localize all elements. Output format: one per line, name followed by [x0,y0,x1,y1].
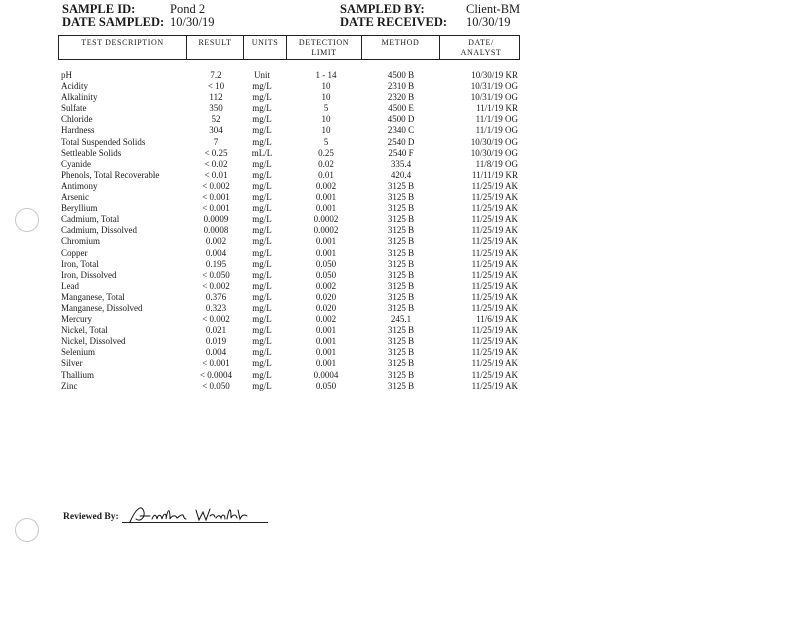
table-row [58,370,520,381]
sampled-by-value: Client-BM [466,2,521,16]
table-row [58,81,520,92]
cell-units: mg/L [252,336,272,347]
cell-method: 3125 B [387,225,415,236]
cell-test-description: Iron, Total [61,258,99,269]
cell-date-analyst: 11/6/19 AK [476,314,518,325]
col-test-description: TEST DESCRIPTION [81,38,164,47]
table-row [58,248,520,259]
cell-date-analyst: 10/30/19 OG [470,136,518,147]
cell-units: mg/L [252,180,272,191]
table-row [58,203,520,214]
cell-method: 3125 B [387,203,415,214]
cell-test-description: Thallium [61,369,94,380]
cell-units: mg/L [252,214,272,225]
cell-result: < 0.25 [204,147,228,158]
cell-detection-limit: 0.002 [315,180,337,191]
cell-test-description: Mercury [61,314,92,325]
cell-date-analyst: 11/25/19 AK [471,225,518,236]
cell-units: mg/L [252,269,272,280]
header-divider [519,35,520,60]
cell-method: 4500 D [387,114,415,125]
cell-result: 112 [209,92,223,103]
cell-detection-limit: 0.020 [315,291,337,302]
table-row [58,259,520,270]
cell-test-description: Chloride [61,114,93,125]
cell-method: 3125 B [387,280,415,291]
cell-detection-limit: 0.0002 [313,225,339,236]
cell-method: 3125 B [387,369,415,380]
cell-units: mg/L [252,236,272,247]
table-row [58,148,520,159]
date-sampled-value: 10/30/19 [170,15,215,29]
cell-units: mg/L [252,81,272,92]
cell-units: mg/L [252,125,272,136]
cell-test-description: Phenols, Total Recoverable [61,169,160,180]
cell-date-analyst: 11/1/19 KR [476,103,518,114]
cell-test-description: Manganese, Dissolved [61,302,143,313]
cell-method: 3125 B [387,380,415,391]
cell-date-analyst: 10/30/19 OG [470,147,518,158]
cell-result: 350 [209,103,223,114]
cell-test-description: Arsenic [61,192,89,203]
cell-detection-limit: 0.002 [315,314,337,325]
table-header [58,35,520,60]
cell-detection-limit: 0.001 [315,325,337,336]
cell-detection-limit: 0.001 [315,347,337,358]
table-row [58,303,520,314]
table-row [58,336,520,347]
cell-method: 420.4 [390,169,412,180]
cell-detection-limit: 0.0004 [313,369,339,380]
cell-test-description: Antimony [61,180,98,191]
table-row [58,381,520,392]
cell-result: 0.376 [205,291,227,302]
col-method: METHOD [381,38,420,47]
results-table [58,70,520,392]
cell-date-analyst: 11/25/19 AK [471,336,518,347]
cell-method: 2540 D [387,136,415,147]
header-bottom-border [58,59,520,60]
cell-date-analyst: 10/30/19 KR [471,70,518,80]
cell-date-analyst: 11/25/19 AK [471,203,518,214]
cell-test-description: Lead [61,280,79,291]
cell-test-description: Chromium [61,236,101,247]
cell-method: 3125 B [387,347,415,358]
cell-result: < 0.050 [202,380,230,391]
cell-result: 0.021 [205,325,227,336]
table-row [58,103,520,114]
header-top-border [58,35,520,36]
table-row [58,225,520,236]
cell-detection-limit: 0.0002 [313,214,339,225]
binder-hole [15,208,39,232]
cell-date-analyst: 11/11/19 KR [471,169,518,180]
table-row [58,192,520,203]
cell-result: 0.195 [205,258,227,269]
cell-method: 3125 B [387,358,415,369]
cell-result: < 0.001 [202,358,230,369]
cell-method: 3125 B [387,214,415,225]
cell-detection-limit: 0.25 [318,147,334,158]
cell-date-analyst: 10/31/19 OG [470,81,518,92]
cell-detection-limit: 0.050 [315,380,337,391]
table-row [58,292,520,303]
cell-date-analyst: 11/8/19 OG [475,158,518,169]
sample-id-value: Pond 2 [170,2,206,16]
cell-method: 3125 B [387,325,415,336]
cell-method: 3125 B [387,236,415,247]
cell-test-description: Copper [61,247,88,258]
cell-detection-limit: 0.050 [315,269,337,280]
cell-result: < 0.001 [202,203,230,214]
cell-detection-limit: 10 [321,92,331,103]
cell-date-analyst: 11/25/19 AK [471,269,518,280]
header-divider [439,35,440,60]
cell-units: mg/L [252,280,272,291]
cell-test-description: Nickel, Dissolved [61,336,126,347]
col-date-analyst: DATE/ ANALYST [460,38,502,57]
cell-detection-limit: 0.050 [315,258,337,269]
reviewer-signature [126,500,266,528]
cell-method: 3125 B [387,302,415,313]
cell-units: mL/L [251,147,273,158]
cell-test-description: Cadmium, Dissolved [61,225,137,236]
cell-units: mg/L [252,302,272,313]
table-row [58,114,520,125]
cell-test-description: pH [61,70,72,80]
table-row [58,358,520,369]
cell-method: 2340 C [387,125,415,136]
cell-units: Unit [253,70,270,80]
cell-units: mg/L [252,103,272,114]
cell-result: 0.019 [205,336,227,347]
cell-units: mg/L [252,225,272,236]
cell-result: < 0.02 [204,158,228,169]
cell-result: < 0.002 [202,314,230,325]
table-row [58,181,520,192]
cell-date-analyst: 11/25/19 AK [471,291,518,302]
cell-result: 7 [213,136,219,147]
cell-detection-limit: 10 [321,114,331,125]
cell-result: 52 [211,114,221,125]
cell-units: mg/L [252,158,272,169]
binder-hole [15,518,39,542]
cell-detection-limit: 0.001 [315,358,337,369]
cell-date-analyst: 10/31/19 OG [470,92,518,103]
col-units: UNITS [251,38,279,47]
cell-method: 245.1 [390,314,412,325]
table-row [58,92,520,103]
cell-units: mg/L [252,92,272,103]
cell-method: 4500 E [388,103,414,114]
cell-result: < 0.050 [202,269,230,280]
cell-units: mg/L [252,314,272,325]
sample-id-label: SAMPLE ID: [62,2,136,16]
cell-method: 3125 B [387,247,415,258]
table-row [58,214,520,225]
cell-test-description: Selenium [61,347,95,358]
cell-method: 3125 B [387,258,415,269]
date-received-value: 10/30/19 [466,15,511,29]
cell-date-analyst: 11/25/19 AK [471,258,518,269]
cell-units: mg/L [252,203,272,214]
col-detection-limit: DETECTION LIMIT [298,38,350,57]
cell-test-description: Nickel, Total [61,325,108,336]
cell-method: 335.4 [390,158,412,169]
cell-test-description: Hardness [61,125,95,136]
cell-date-analyst: 11/1/19 OG [475,114,518,125]
cell-units: mg/L [252,369,272,380]
cell-method: 3125 B [387,269,415,280]
cell-test-description: Zinc [61,380,78,391]
cell-test-description: Sulfate [61,103,87,114]
cell-detection-limit: 1 - 14 [315,70,337,80]
cell-units: mg/L [252,347,272,358]
cell-test-description: Silver [61,358,83,369]
cell-result: < 0.001 [202,192,230,203]
table-row [58,270,520,281]
cell-units: mg/L [252,192,272,203]
cell-date-analyst: 11/25/19 AK [471,369,518,380]
cell-test-description: Iron, Dissolved [61,269,117,280]
cell-detection-limit: 0.02 [318,158,334,169]
cell-method: 2310 B [387,81,415,92]
cell-detection-limit: 0.002 [315,280,337,291]
table-row [58,137,520,148]
table-row [58,70,520,81]
cell-result: 304 [209,125,223,136]
cell-units: mg/L [252,380,272,391]
cell-date-analyst: 11/25/19 AK [471,192,518,203]
cell-test-description: Cyanide [61,158,91,169]
cell-date-analyst: 11/1/19 OG [475,125,518,136]
cell-result: 0.002 [205,236,227,247]
cell-test-description: Acidity [61,81,88,92]
cell-units: mg/L [252,358,272,369]
cell-date-analyst: 11/25/19 AK [471,358,518,369]
cell-detection-limit: 0.020 [315,302,337,313]
cell-date-analyst: 11/25/19 AK [471,280,518,291]
cell-date-analyst: 11/25/19 AK [471,347,518,358]
cell-method: 4500 B [387,70,415,80]
cell-detection-limit: 0.001 [315,192,337,203]
cell-detection-limit: 10 [321,81,331,92]
cell-detection-limit: 0.001 [315,247,337,258]
cell-detection-limit: 0.001 [315,236,337,247]
cell-date-analyst: 11/25/19 AK [471,247,518,258]
cell-units: mg/L [252,291,272,302]
cell-method: 2320 B [387,92,415,103]
cell-test-description: Alkalinity [61,92,98,103]
cell-date-analyst: 11/25/19 AK [471,236,518,247]
table-row [58,281,520,292]
cell-result: < 0.01 [204,169,228,180]
table-row [58,125,520,136]
cell-date-analyst: 11/25/19 AK [471,302,518,313]
cell-detection-limit: 0.001 [315,203,337,214]
cell-detection-limit: 0.001 [315,336,337,347]
table-row [58,170,520,181]
cell-date-analyst: 11/25/19 AK [471,180,518,191]
cell-result: 0.0009 [203,214,229,225]
date-sampled-label: DATE SAMPLED: [62,15,165,29]
cell-date-analyst: 11/25/19 AK [471,214,518,225]
cell-date-analyst: 11/25/19 AK [471,325,518,336]
cell-method: 2540 F [388,147,414,158]
reviewed-by-label: Reviewed By: [63,512,119,522]
cell-result: 7.2 [210,70,222,80]
cell-detection-limit: 5 [323,136,329,147]
cell-detection-limit: 0.01 [318,169,334,180]
cell-units: mg/L [252,258,272,269]
cell-units: mg/L [252,136,272,147]
date-received-label: DATE RECEIVED: [340,15,448,29]
cell-test-description: Settleable Solids [61,147,122,158]
cell-method: 3125 B [387,291,415,302]
cell-test-description: Total Suspended Solids [61,136,146,147]
table-row [58,325,520,336]
cell-method: 3125 B [387,180,415,191]
cell-units: mg/L [252,247,272,258]
col-result: RESULT [198,38,232,47]
cell-test-description: Beryllium [61,203,98,214]
cell-units: mg/L [252,114,272,125]
cell-date-analyst: 11/25/19 AK [471,380,518,391]
table-row [58,236,520,247]
sampled-by-label: SAMPLED BY: [340,2,425,16]
cell-result: 0.004 [205,247,227,258]
cell-units: mg/L [252,325,272,336]
table-row [58,159,520,170]
cell-detection-limit: 5 [323,103,329,114]
cell-result: 0.323 [205,302,227,313]
cell-detection-limit: 10 [321,125,331,136]
cell-test-description: Cadmium, Total [61,214,120,225]
cell-units: mg/L [252,169,272,180]
table-row [58,347,520,358]
cell-result: < 0.0004 [199,369,233,380]
cell-result: < 0.002 [202,180,230,191]
table-row [58,314,520,325]
cell-result: 0.004 [205,347,227,358]
cell-result: < 10 [207,81,225,92]
cell-result: 0.0008 [203,225,229,236]
cell-test-description: Manganese, Total [61,291,125,302]
cell-result: < 0.002 [202,280,230,291]
cell-method: 3125 B [387,192,415,203]
header-divider [286,35,287,60]
cell-method: 3125 B [387,336,415,347]
